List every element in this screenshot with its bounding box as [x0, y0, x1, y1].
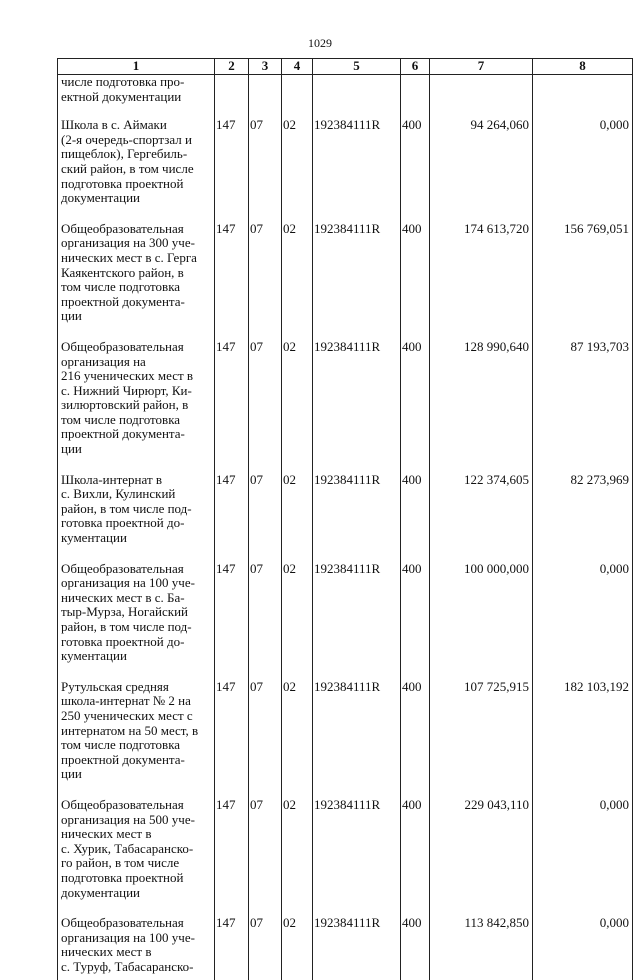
- amount-col7-cell: 229 043,110: [430, 798, 533, 916]
- section-code-cell: 07: [249, 340, 282, 473]
- target-article-cell: [313, 75, 401, 119]
- object-name-cell: Школа в с. Аймаки (2-я очередь-спортзал и пищеблок), Гергебиль- ский район, в том числе подготовка проектной документации: [58, 118, 215, 222]
- amount-col8-cell: 0,000: [533, 118, 633, 222]
- section-code-cell: 07: [249, 118, 282, 222]
- expense-type-cell: 400: [401, 340, 430, 473]
- target-article-cell: 192384111R: [313, 916, 401, 980]
- amount-col7-cell: 100 000,000: [430, 562, 533, 680]
- table-row: [58, 118, 633, 222]
- target-article-cell: 192384111R: [313, 680, 401, 798]
- amount-col7-cell: 107 725,915: [430, 680, 533, 798]
- target-article-cell: 192384111R: [313, 473, 401, 562]
- ministry-code-cell: 147: [215, 118, 249, 222]
- budget-table: [57, 58, 633, 980]
- ministry-code-cell: 147: [215, 562, 249, 680]
- table-row: [58, 916, 633, 980]
- table-row: [58, 340, 633, 473]
- subsection-code-cell: 02: [282, 798, 313, 916]
- expense-type-cell: 400: [401, 798, 430, 916]
- subsection-code-cell: 02: [282, 680, 313, 798]
- expense-type-cell: 400: [401, 680, 430, 798]
- target-article-cell: 192384111R: [313, 222, 401, 340]
- column-header: 1: [58, 59, 215, 75]
- expense-type-cell: [401, 75, 430, 119]
- object-name-cell: Общеобразовательная организация на 100 уче- нических мест в с. Ба- тыр-Мурза, Ногайский район, в том числе под- готовка проектной до- кументации: [58, 562, 215, 680]
- column-header: 3: [249, 59, 282, 75]
- table-header-row: [58, 59, 633, 75]
- column-header: 2: [215, 59, 249, 75]
- ministry-code-cell: 147: [215, 798, 249, 916]
- table-row: [58, 562, 633, 680]
- amount-col8-cell: [533, 75, 633, 119]
- subsection-code-cell: 02: [282, 916, 313, 980]
- ministry-code-cell: 147: [215, 473, 249, 562]
- amount-col7-cell: [430, 75, 533, 119]
- amount-col7-cell: 113 842,850: [430, 916, 533, 980]
- column-header: 7: [430, 59, 533, 75]
- section-code-cell: 07: [249, 562, 282, 680]
- subsection-code-cell: 02: [282, 118, 313, 222]
- amount-col7-cell: 174 613,720: [430, 222, 533, 340]
- ministry-code-cell: 147: [215, 916, 249, 980]
- amount-col8-cell: 0,000: [533, 916, 633, 980]
- object-name-cell: Общеобразовательная организация на 500 уче- нических мест в с. Хурик, Табасаранско- го район, в том числе подготовка проектной документации: [58, 798, 215, 916]
- amount-col8-cell: 182 103,192: [533, 680, 633, 798]
- object-name-cell: Общеобразовательная организация на 216 ученических мест в с. Нижний Чирюрт, Ки- зилюртовский район, в том числе подготовка проектной документа- ции: [58, 340, 215, 473]
- object-name-cell: Общеобразовательная организация на 300 уче- нических мест в с. Герга Каякентского район, в том числе подготовка проектной документа- ции: [58, 222, 215, 340]
- amount-col8-cell: 0,000: [533, 798, 633, 916]
- section-code-cell: 07: [249, 222, 282, 340]
- target-article-cell: 192384111R: [313, 798, 401, 916]
- target-article-cell: 192384111R: [313, 118, 401, 222]
- expense-type-cell: 400: [401, 473, 430, 562]
- object-name-cell: Общеобразовательная организация на 100 уче- нических мест в с. Туруф, Табасаранско-: [58, 916, 215, 980]
- table-row: [58, 222, 633, 340]
- ministry-code-cell: 147: [215, 340, 249, 473]
- table-row: [58, 473, 633, 562]
- ministry-code-cell: [215, 75, 249, 119]
- target-article-cell: 192384111R: [313, 340, 401, 473]
- subsection-code-cell: 02: [282, 222, 313, 340]
- amount-col7-cell: 94 264,060: [430, 118, 533, 222]
- expense-type-cell: 400: [401, 118, 430, 222]
- object-name-cell: Школа-интернат в с. Вихли, Кулинский район, в том числе под- готовка проектной до- кументации: [58, 473, 215, 562]
- target-article-cell: 192384111R: [313, 562, 401, 680]
- amount-col8-cell: 87 193,703: [533, 340, 633, 473]
- amount-col7-cell: 128 990,640: [430, 340, 533, 473]
- page-number: 1029: [0, 36, 640, 51]
- object-name-cell: числе подготовка про- ектной документации: [58, 75, 215, 119]
- column-header: 4: [282, 59, 313, 75]
- column-header: 6: [401, 59, 430, 75]
- subsection-code-cell: 02: [282, 562, 313, 680]
- section-code-cell: [249, 75, 282, 119]
- table-row: [58, 680, 633, 798]
- section-code-cell: 07: [249, 473, 282, 562]
- amount-col8-cell: 0,000: [533, 562, 633, 680]
- column-header: 5: [313, 59, 401, 75]
- expense-type-cell: 400: [401, 562, 430, 680]
- section-code-cell: 07: [249, 798, 282, 916]
- expense-type-cell: 400: [401, 916, 430, 980]
- ministry-code-cell: 147: [215, 680, 249, 798]
- subsection-code-cell: 02: [282, 340, 313, 473]
- section-code-cell: 07: [249, 680, 282, 798]
- expense-type-cell: 400: [401, 222, 430, 340]
- column-header: 8: [533, 59, 633, 75]
- table-body: [58, 75, 633, 980]
- amount-col8-cell: 82 273,969: [533, 473, 633, 562]
- section-code-cell: 07: [249, 916, 282, 980]
- ministry-code-cell: 147: [215, 222, 249, 340]
- subsection-code-cell: 02: [282, 473, 313, 562]
- subsection-code-cell: [282, 75, 313, 119]
- object-name-cell: Рутульская средняя школа-интернат № 2 на 250 ученических мест с интернатом на 50 мест, в том числе подготовка проектной документа- ции: [58, 680, 215, 798]
- amount-col8-cell: 156 769,051: [533, 222, 633, 340]
- amount-col7-cell: 122 374,605: [430, 473, 533, 562]
- table-row: [58, 798, 633, 916]
- table-row: [58, 75, 633, 119]
